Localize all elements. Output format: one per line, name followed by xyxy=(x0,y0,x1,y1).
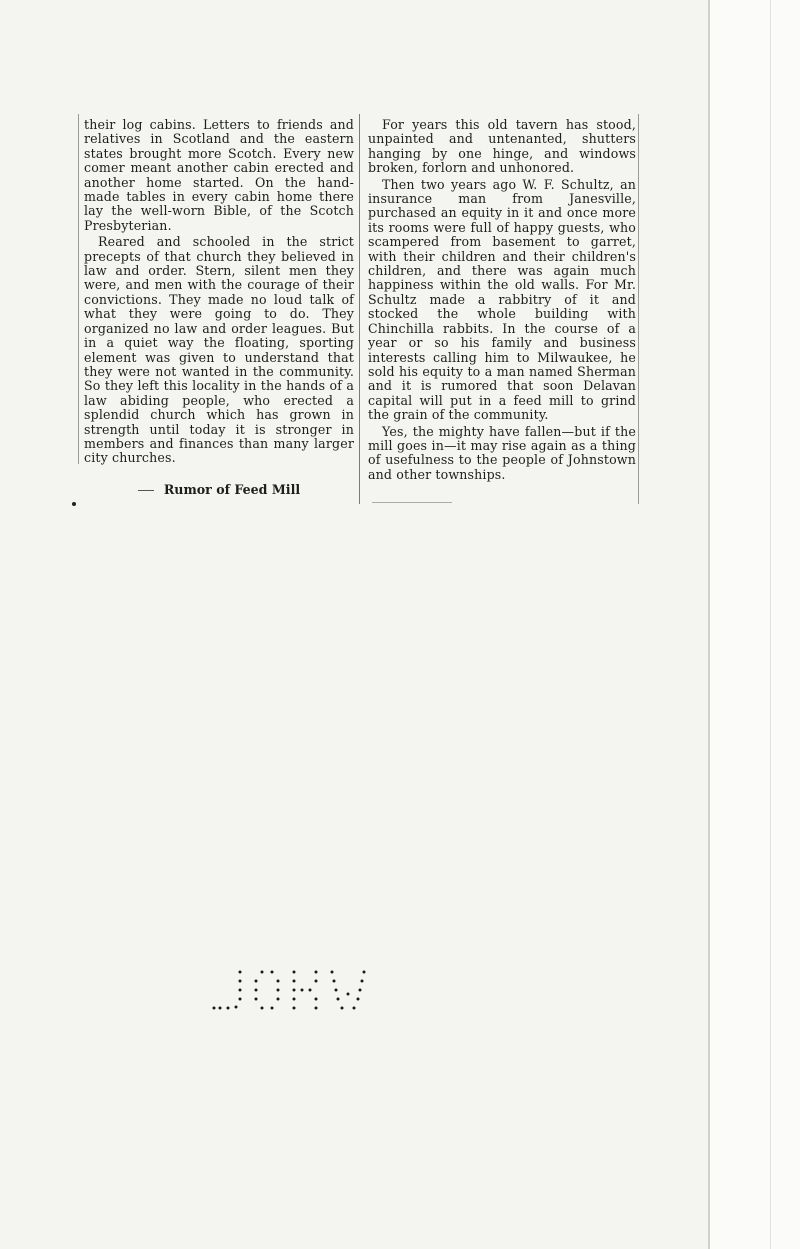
column-divider xyxy=(359,114,360,504)
right-paragraph-2: Then two years ago W. F. Schultz, an insurance man from Janesville, purchased an equity in it and once more its rooms were full of happy guests, who scampered from basement to garret, with their children and their children's children, and there was again much happiness within the old walls. For Mr. Schultz made a rabbitry of it and stocked the whole building with Chinchilla rabbits. In the course of a year or so his family and business interests calling him to Milwaukee, he sold his equity to a man named Sherman and it is rumored that soon Delavan capital will put in a feed mill to grind the grain of the community. xyxy=(368,176,636,423)
ink-dot xyxy=(72,502,76,506)
subheading xyxy=(84,482,354,497)
clipping-right-edge xyxy=(638,114,639,504)
subheading-dash xyxy=(138,490,154,491)
perforation-stamp xyxy=(210,968,370,1016)
right-paragraph-1: For years this old tavern has stood, unpainted and untenanted, shutters hanging by one hinge, and windows broken, forlorn and unhonored. xyxy=(368,117,636,176)
left-paragraph-1: their log cabins. Letters to friends and relatives in Scotland and the eastern states brought more Scotch. Every new comer meant another cabin erected and another home started. On the hand-made tables in every cabin home there lay the well-worn Bible, of the Scotch Presbyterian. xyxy=(84,117,354,233)
clipping-bottom-edge xyxy=(372,502,452,503)
newspaper-clipping xyxy=(78,110,640,505)
right-column xyxy=(368,118,636,482)
clipping-left-edge xyxy=(78,114,79,464)
adjacent-page-edge xyxy=(770,0,771,1249)
left-column xyxy=(84,118,354,466)
right-paragraph-3: Yes, the mighty have fallen—but if the mill goes in—it may rise again as a thing of usefulness to the people of Johnstown and other townships. xyxy=(368,423,636,482)
adjacent-page xyxy=(710,0,800,1249)
left-paragraph-2: Reared and schooled in the strict precepts of that church they believed in law and order. Stern, silent men they were, and men with the courage of their convictions. They made no loud talk of what they were going to do. They organized no law and order leagues. But in a quiet way the floating, sporting element was given to understand that they were not wanted in the community. So they left this locality in the hands of a law abiding people, who erected a splendid church which has grown in strength until today it is stronger in members and finances than many larger city churches. xyxy=(84,234,354,466)
subheading-text: Rumor of Feed Mill xyxy=(163,482,301,497)
